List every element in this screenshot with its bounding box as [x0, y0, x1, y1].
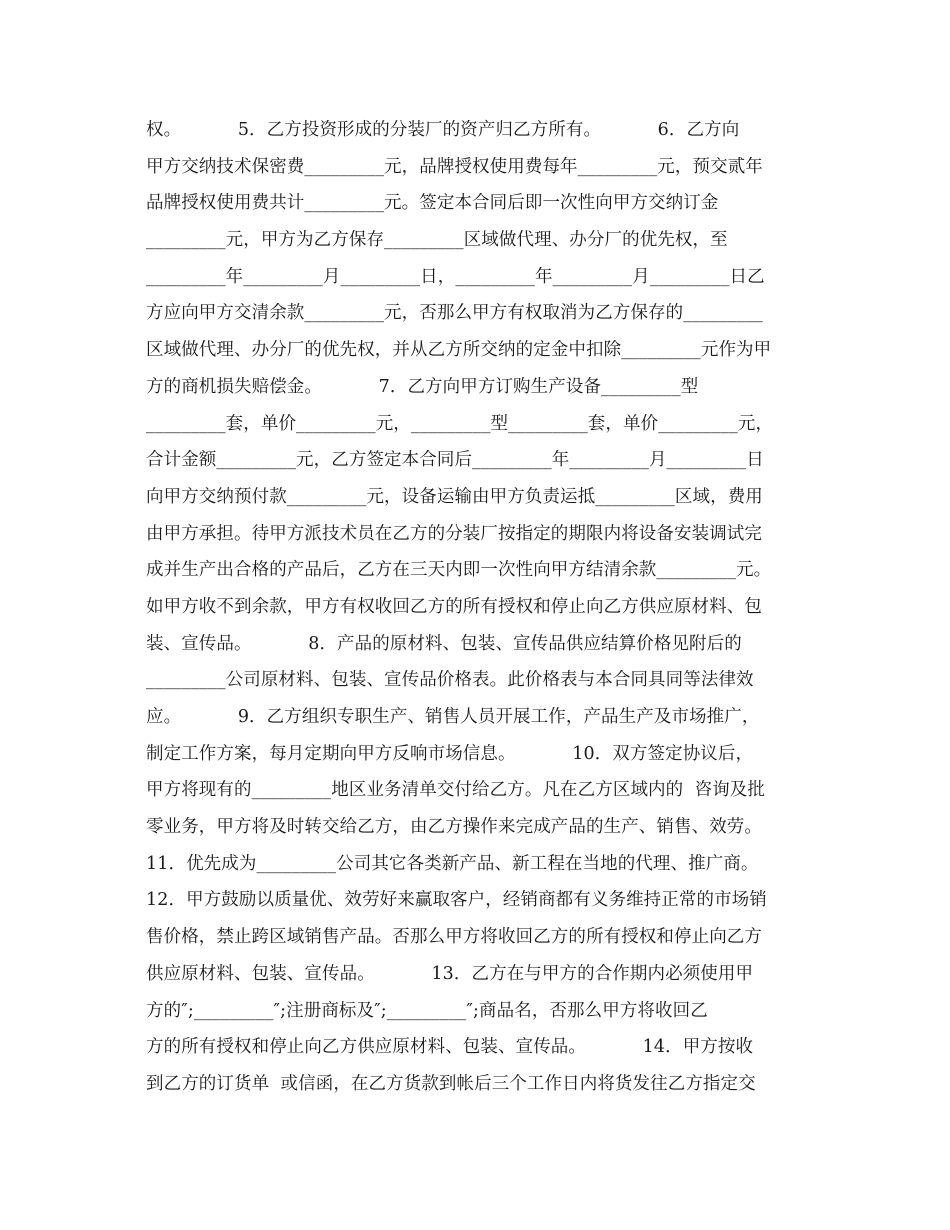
text-line: 12．甲方鼓励以质量优、效劳好来赢取客户，经销商都有义务维持正常的市场销	[146, 890, 767, 911]
text-line: 成并生产出合格的产品后，乙方在三天内即一次性向甲方结清余款_________元。	[146, 560, 772, 581]
text-line: 甲方将现有的_________地区业务清单交付给乙方。凡在乙方区域内的 咨询及批	[146, 780, 765, 801]
text-line: 装、宣传品。 8．产品的原材料、包装、宣传品供应结算价格见附后的	[146, 633, 742, 654]
text-line: _________年_________月_________日，_________年_________月_________日乙	[146, 266, 765, 287]
text-line: 售价格，禁止跨区域销售产品。否那么甲方将收回乙方的所有授权和停止向乙方	[146, 927, 762, 948]
text-line: _________公司原材料、包装、宣传品价格表。此价格表与本合同具同等法律效	[146, 670, 754, 691]
text-line: _________套，单价_________元，_________型_________套，单价_________元，	[146, 413, 774, 434]
text-line: 方的所有授权和停止向乙方供应原材料、包装、宣传品。 14．甲方按收	[146, 1037, 754, 1058]
text-line: 区域做代理、办分厂的优先权，并从乙方所交纳的定金中扣除_________元作为甲	[146, 340, 772, 361]
text-line: 合计金额_________元，乙方签定本合同后_________年_________月_________日	[146, 450, 764, 471]
contract-text-body	[146, 112, 806, 1103]
text-line: 向甲方交纳预付款_________元，设备运输由甲方负责运抵_________区域，费用	[146, 486, 763, 507]
text-line: 供应原材料、包装、宣传品。 13．乙方在与甲方的合作期内必须使用甲	[146, 963, 754, 984]
text-line: 由甲方承担。待甲方派技术员在乙方的分装厂按指定的期限内将设备安装调试完	[146, 523, 762, 544]
text-line: 到乙方的订货单 或信函，在乙方货款到帐后三个工作日内将货发往乙方指定交	[146, 1073, 756, 1094]
text-line: 甲方交纳技术保密费_________元，品牌授权使用费每年_________元，预交贰年	[146, 156, 763, 177]
text-line: 方应向甲方交清余款_________元，否那么甲方有权取消为乙方保存的_________	[146, 303, 763, 324]
text-line: _________元，甲方为乙方保存_________区域做代理、办分厂的优先权，至	[146, 230, 728, 251]
text-line: 零业务，甲方将及时转交给乙方，由乙方操作来完成产品的生产、销售、效劳。	[146, 817, 762, 838]
text-line: 品牌授权使用费共计_________元。签定本合同后即一次性向甲方交纳订金	[146, 193, 719, 214]
text-line: 应。 9．乙方组织专职生产、销售人员开展工作，产品生产及市场推广，	[146, 707, 760, 727]
text-line: 方的商机损失赔偿金。 7．乙方向甲方订购生产设备_________型	[146, 376, 699, 397]
text-line: 权。 5．乙方投资形成的分装厂的资产归乙方所有。 6．乙方向	[146, 120, 740, 140]
text-line: 如甲方收不到余款，甲方有权收回乙方的所有授权和停止向乙方供应原材料、包	[146, 596, 762, 617]
text-line: 方的″;_________″;注册商标及″;_________″;商品名，否那么甲方将收回乙	[146, 1000, 708, 1021]
text-line: 11．优先成为_________公司其它各类新产品、新工程在当地的代理、推广商。	[146, 853, 759, 874]
text-line: 制定工作方案，每月定期向甲方反响市场信息。 10．双方签定协议后，	[146, 743, 754, 764]
